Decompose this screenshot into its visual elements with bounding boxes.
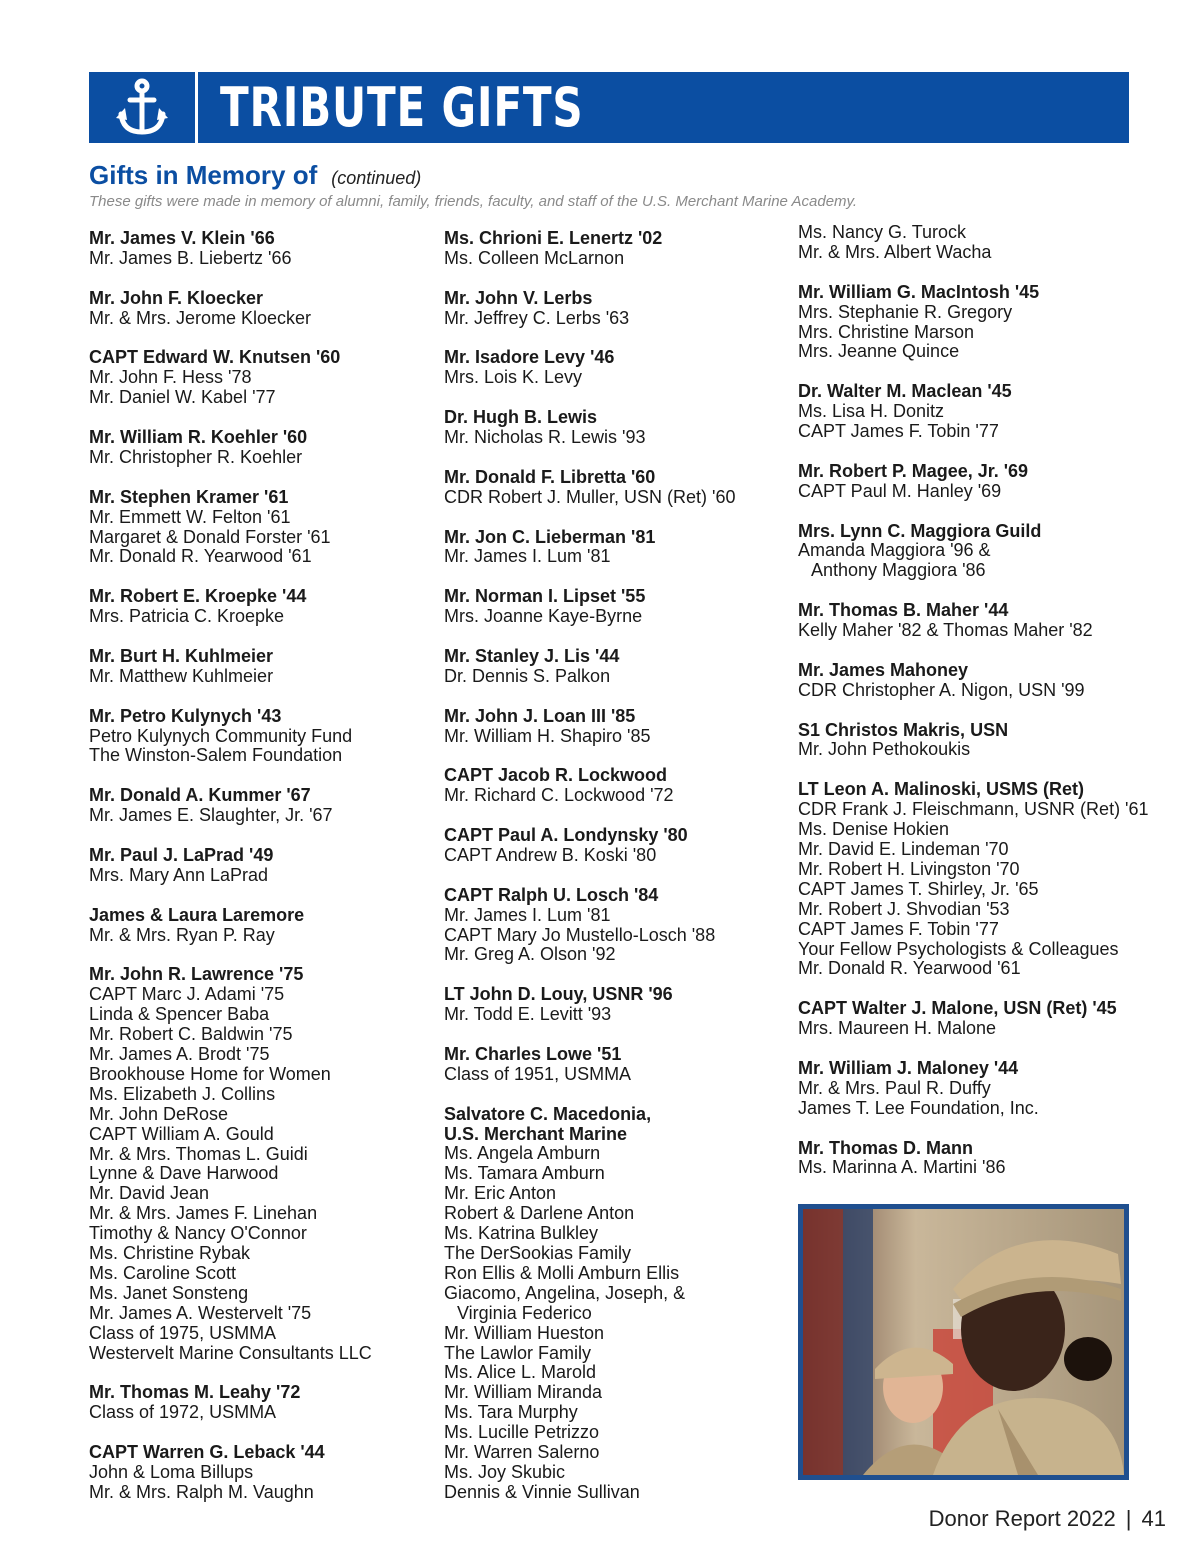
- donor-name: Your Fellow Psychologists & Colleagues: [798, 938, 1119, 959]
- donor-name: The Winston-Salem Foundation: [89, 745, 343, 766]
- donor-name: Westervelt Marine Consultants LLC: [89, 1342, 372, 1363]
- donor-name: Mr. Donald R. Yearwood '61: [89, 546, 312, 567]
- donor-name: Mr. James A. Brodt '75: [89, 1043, 270, 1064]
- memorial-entry: [444, 468, 794, 508]
- honoree-name: LT John D. Louy, USNR '96: [444, 984, 673, 1005]
- donor-name: Mr. Daniel W. Kabel '77: [89, 387, 276, 408]
- donor-name: Mr. & Mrs. Paul R. Duffy: [798, 1077, 991, 1098]
- memorial-entry: [89, 229, 439, 269]
- donor-name: Ms. Lucille Petrizzo: [444, 1422, 600, 1443]
- banner-divider: [195, 72, 198, 143]
- donor-name: Ms. Joy Skubic: [444, 1461, 566, 1482]
- donor-name: Mrs. Lois K. Levy: [444, 367, 583, 388]
- donor-name: Mr. James A. Westervelt '75: [89, 1302, 312, 1323]
- donor-name: Mr. William Hueston: [444, 1322, 605, 1343]
- memorial-entry: [89, 1443, 439, 1503]
- honoree-name: CAPT Ralph U. Losch '84: [444, 884, 659, 905]
- honoree-name: Mr. Robert E. Kroepke '44: [89, 586, 307, 607]
- donor-name: Mr. Eric Anton: [444, 1183, 557, 1204]
- memorial-entry: [798, 283, 1138, 363]
- honoree-name: Mr. Paul J. LaPrad '49: [89, 844, 274, 865]
- donor-name: The DerSookias Family: [444, 1243, 632, 1263]
- memorial-entry: [89, 786, 439, 826]
- donor-name: Mrs. Christine Marson: [798, 321, 975, 342]
- donor-name: Mr. Robert J. Shvodian '53: [798, 898, 1010, 919]
- donor-name: Virginia Federico: [457, 1302, 592, 1323]
- honoree-name: Dr. Hugh B. Lewis: [444, 407, 598, 428]
- donor-name: CDR Robert J. Muller, USN (Ret) '60: [444, 486, 736, 507]
- section-continued-note: (continued): [331, 168, 422, 188]
- section-header: [89, 160, 421, 191]
- honoree-name: Mr. James V. Klein '66: [89, 228, 275, 248]
- donor-name: Mr. & Mrs. Ryan P. Ray: [89, 924, 275, 945]
- donor-name: Mr. Nicholas R. Lewis '93: [444, 427, 646, 448]
- donor-name: CAPT William A. Gould: [89, 1123, 274, 1144]
- honoree-name: Mr. Stephen Kramer '61: [89, 486, 289, 507]
- honoree-name: CAPT Walter J. Malone, USN (Ret) '45: [798, 998, 1117, 1019]
- donor-name: Mr. Emmett W. Felton '61: [89, 506, 291, 527]
- cadet-photo: [798, 1204, 1129, 1480]
- donor-name: Mr. & Mrs. Jerome Kloecker: [89, 307, 312, 328]
- memorial-entry: [444, 707, 794, 747]
- donor-name: Robert & Darlene Anton: [444, 1203, 635, 1224]
- honoree-name: Mr. John V. Lerbs: [444, 287, 593, 308]
- memorial-entry: [444, 1045, 794, 1085]
- honoree-name: Mr. Charles Lowe '51: [444, 1043, 622, 1064]
- memorial-entry: [89, 647, 439, 687]
- honoree-name: Mrs. Lynn C. Maggiora Guild: [798, 520, 1042, 541]
- honoree-name: Mr. Donald F. Libretta '60: [444, 466, 656, 487]
- section-intro: These gifts were made in memory of alumni, family, friends, faculty, and staff of the U.S. Merchant Marine Academy.: [89, 193, 858, 210]
- donor-name: CAPT Paul M. Hanley '69: [798, 480, 1002, 501]
- donor-name: Ms. Tamara Amburn: [444, 1163, 605, 1184]
- donor-name: Mr. & Mrs. Thomas L. Guidi: [89, 1143, 308, 1164]
- memorial-entry: [89, 488, 439, 568]
- memorial-entry: [89, 906, 439, 946]
- memorial-entry: [798, 1059, 1138, 1119]
- donor-name: Dr. Dennis S. Palkon: [444, 665, 611, 686]
- honoree-name: CAPT Jacob R. Lockwood: [444, 765, 668, 786]
- honoree-name: CAPT Warren G. Leback '44: [89, 1442, 325, 1463]
- donor-name: CAPT James T. Shirley, Jr. '65: [798, 878, 1039, 899]
- honoree-name: Dr. Walter M. Maclean '45: [798, 381, 1012, 402]
- donor-name: Ms. Alice L. Marold: [444, 1362, 597, 1383]
- footer-separator: |: [1125, 1506, 1132, 1531]
- donor-name: Mr. John F. Hess '78: [89, 367, 252, 388]
- donor-name: Lynne & Dave Harwood: [89, 1163, 279, 1184]
- donor-name: Mrs. Joanne Kaye-Byrne: [444, 606, 643, 627]
- memorial-entry: [89, 965, 439, 1363]
- donor-name: Ms. Colleen McLarnon: [444, 247, 625, 268]
- honoree-name: Mr. Petro Kulynych '43: [89, 705, 282, 726]
- donor-name: Ms. Christine Rybak: [89, 1243, 251, 1264]
- memorial-entry: [444, 587, 794, 627]
- donor-name: CDR Frank J. Fleischmann, USNR (Ret) '61: [798, 799, 1149, 820]
- column-2: [444, 229, 794, 1523]
- donor-name: Mr. John DeRose: [89, 1103, 229, 1124]
- honoree-name: Mr. Stanley J. Lis '44: [444, 645, 620, 666]
- donor-name: Mrs. Maureen H. Malone: [798, 1018, 997, 1039]
- donor-name: Ms. Tara Murphy: [444, 1402, 578, 1423]
- donor-name: Mr. William Miranda: [444, 1382, 603, 1403]
- donor-name: Ms. Caroline Scott: [89, 1262, 237, 1283]
- donor-name: Dennis & Vinnie Sullivan: [444, 1481, 640, 1502]
- memorial-entry: [444, 528, 794, 568]
- donor-name: Mr. Matthew Kuhlmeier: [89, 665, 274, 686]
- donor-name: Class of 1951, USMMA: [444, 1063, 632, 1084]
- memorial-entry: [444, 766, 794, 806]
- donor-name: Mr. John Pethokoukis: [798, 739, 971, 760]
- memorial-entry: [444, 985, 794, 1025]
- donor-name: Ron Ellis & Molli Amburn Ellis: [444, 1262, 680, 1283]
- donor-name: Class of 1972, USMMA: [89, 1402, 277, 1423]
- donor-name: Ms. Katrina Bulkley: [444, 1223, 599, 1244]
- donor-name: CAPT Mary Jo Mustello-Losch '88: [444, 924, 716, 945]
- donor-name: Mrs. Patricia C. Kroepke: [89, 606, 285, 627]
- donor-name: Linda & Spencer Baba: [89, 1004, 270, 1025]
- honoree-name: Mr. Burt H. Kuhlmeier: [89, 645, 274, 666]
- donor-name: Mrs. Mary Ann LaPrad: [89, 864, 269, 885]
- honoree-name: Mr. James Mahoney: [798, 659, 969, 680]
- donor-name: Mr. & Mrs. James F. Linehan: [89, 1203, 318, 1224]
- donor-name: Mr. Greg A. Olson '92: [444, 944, 616, 965]
- memorial-entry: [798, 779, 1149, 979]
- donor-name: Mrs. Jeanne Quince: [798, 341, 960, 362]
- memorial-entry: [798, 999, 1138, 1039]
- donor-name: Mr. & Mrs. Albert Wacha: [798, 241, 992, 262]
- donor-name: Mr. Richard C. Lockwood '72: [444, 785, 674, 806]
- memorial-entry: [444, 348, 794, 388]
- memorial-entry: [444, 1105, 794, 1503]
- donor-name: CAPT James F. Tobin '77: [798, 421, 999, 442]
- donor-name: Mr. James I. Lum '81: [444, 546, 611, 567]
- donor-name: Mr. William H. Shapiro '85: [444, 725, 651, 746]
- honoree-name: Mr. John F. Kloecker: [89, 287, 264, 308]
- honoree-name: Mr. Robert P. Magee, Jr. '69: [798, 460, 1029, 481]
- honoree-name: Mr. John R. Lawrence '75: [89, 964, 304, 985]
- donor-name: Anthony Maggiora '86: [811, 560, 986, 581]
- honoree-name: James & Laura Laremore: [89, 904, 305, 925]
- memorial-entry: [798, 522, 1138, 582]
- honoree-name: Mr. Thomas M. Leahy '72: [89, 1382, 301, 1403]
- donor-name: Mr. Christopher R. Koehler: [89, 446, 303, 467]
- memorial-entry: [89, 1383, 439, 1423]
- honoree-name: Mr. William R. Koehler '60: [89, 427, 308, 448]
- memorial-entry: [798, 661, 1138, 701]
- memorial-entry: [89, 846, 439, 886]
- memorial-entry: [444, 408, 794, 448]
- memorial-entry: [444, 647, 794, 687]
- honoree-name: Mr. John J. Loan III '85: [444, 705, 636, 726]
- section-title: Gifts in Memory of: [89, 160, 318, 190]
- donor-name: Timothy & Nancy O'Connor: [89, 1223, 307, 1244]
- honoree-name: U.S. Merchant Marine: [444, 1123, 628, 1144]
- honoree-name: CAPT Paul A. Londynsky '80: [444, 825, 688, 846]
- anchor-icon: [89, 72, 195, 143]
- memorial-entry: [89, 587, 439, 627]
- donor-name: Ms. Denise Hokien: [798, 819, 950, 840]
- memorial-entry: [798, 1139, 1138, 1179]
- honoree-name: Salvatore C. Macedonia,: [444, 1103, 652, 1124]
- honoree-name: Mr. Jon C. Lieberman '81: [444, 526, 656, 547]
- cadet-photo-illustration: [803, 1209, 1124, 1475]
- honoree-name: Mr. Thomas B. Maher '44: [798, 600, 1009, 621]
- honoree-name: Mr. William G. MacIntosh '45: [798, 281, 1040, 302]
- memorial-entry: [798, 462, 1138, 502]
- donor-name: Mr. Donald R. Yearwood '61: [798, 958, 1021, 979]
- donor-name: Mr. Robert C. Baldwin '75: [89, 1024, 293, 1045]
- donor-name: CAPT Andrew B. Koski '80: [444, 844, 657, 865]
- donor-name: Mr. & Mrs. Ralph M. Vaughn: [89, 1481, 314, 1502]
- memorial-entry: [798, 382, 1138, 442]
- honoree-name: Mr. Thomas D. Mann: [798, 1137, 974, 1158]
- donor-name: Ms. Nancy G. Turock: [798, 222, 967, 242]
- memorial-entry: [798, 721, 1138, 761]
- donor-name: CAPT Marc J. Adami '75: [89, 984, 285, 1005]
- column-1: [89, 229, 439, 1523]
- donor-name: CAPT James F. Tobin '77: [798, 918, 999, 939]
- footer-label: Donor Report 2022: [928, 1506, 1116, 1531]
- column-3: [798, 222, 1149, 1198]
- donor-name: Mr. James E. Slaughter, Jr. '67: [89, 805, 333, 826]
- donor-name: Petro Kulynych Community Fund: [89, 725, 353, 746]
- donor-name: Kelly Maher '82 & Thomas Maher '82: [798, 620, 1093, 641]
- column-3-entries: [798, 222, 1149, 1178]
- donor-name: Ms. Marinna A. Martini '86: [798, 1157, 1006, 1178]
- honoree-name: S1 Christos Makris, USN: [798, 719, 1009, 740]
- donor-name: Mr. David E. Lindeman '70: [798, 838, 1009, 859]
- memorial-entry: [444, 229, 794, 269]
- memorial-entry: [798, 223, 1138, 263]
- donor-name: Class of 1975, USMMA: [89, 1322, 277, 1343]
- memorial-entry: [444, 826, 794, 866]
- memorial-entry: [89, 707, 439, 767]
- donor-name: CDR Christopher A. Nigon, USN '99: [798, 679, 1085, 700]
- page-banner: [89, 72, 1129, 143]
- donor-name: Margaret & Donald Forster '61: [89, 526, 331, 547]
- donor-name: Ms. Lisa H. Donitz: [798, 401, 945, 422]
- donor-name: Giacomo, Angelina, Joseph, &: [444, 1282, 686, 1303]
- donor-name: Brookhouse Home for Women: [89, 1063, 331, 1084]
- donor-name: Mr. James I. Lum '81: [444, 904, 611, 925]
- donor-name: Mr. Robert H. Livingston '70: [798, 858, 1020, 879]
- honoree-name: Mr. Norman I. Lipset '55: [444, 586, 646, 607]
- page-number: 41: [1141, 1506, 1166, 1531]
- memorial-entry: [89, 348, 439, 408]
- donor-name: Ms. Elizabeth J. Collins: [89, 1083, 276, 1104]
- donor-name: Mrs. Stephanie R. Gregory: [798, 301, 1013, 322]
- memorial-entry: [89, 428, 439, 468]
- banner-title: TRIBUTE GIFTS: [220, 76, 584, 139]
- honoree-name: Mr. Donald A. Kummer '67: [89, 785, 311, 806]
- page-footer: [929, 1506, 1166, 1532]
- honoree-name: Mr. William J. Maloney '44: [798, 1057, 1019, 1078]
- memorial-entry: [89, 289, 439, 329]
- donor-name: Mr. Warren Salerno: [444, 1442, 600, 1463]
- donor-name: Mr. James B. Liebertz '66: [89, 247, 292, 268]
- donor-name: John & Loma Billups: [89, 1461, 254, 1482]
- donor-name: James T. Lee Foundation, Inc.: [798, 1097, 1039, 1118]
- donor-name: Mr. Todd E. Levitt '93: [444, 1004, 612, 1025]
- honoree-name: LT Leon A. Malinoski, USMS (Ret): [798, 779, 1085, 800]
- memorial-entry: [444, 886, 794, 966]
- memorial-entry: [444, 289, 794, 329]
- donor-name: Ms. Angela Amburn: [444, 1143, 601, 1164]
- donor-name: Amanda Maggiora '96 &: [798, 540, 991, 561]
- donor-name: Ms. Janet Sonsteng: [89, 1282, 249, 1303]
- honoree-name: Mr. Isadore Levy '46: [444, 347, 615, 368]
- donor-name: Mr. David Jean: [89, 1183, 210, 1204]
- honoree-name: CAPT Edward W. Knutsen '60: [89, 347, 341, 368]
- memorial-entry: [798, 601, 1138, 641]
- donor-name: The Lawlor Family: [444, 1342, 592, 1363]
- donor-name: Mr. Jeffrey C. Lerbs '63: [444, 307, 630, 328]
- honoree-name: Ms. Chrioni E. Lenertz '02: [444, 228, 663, 248]
